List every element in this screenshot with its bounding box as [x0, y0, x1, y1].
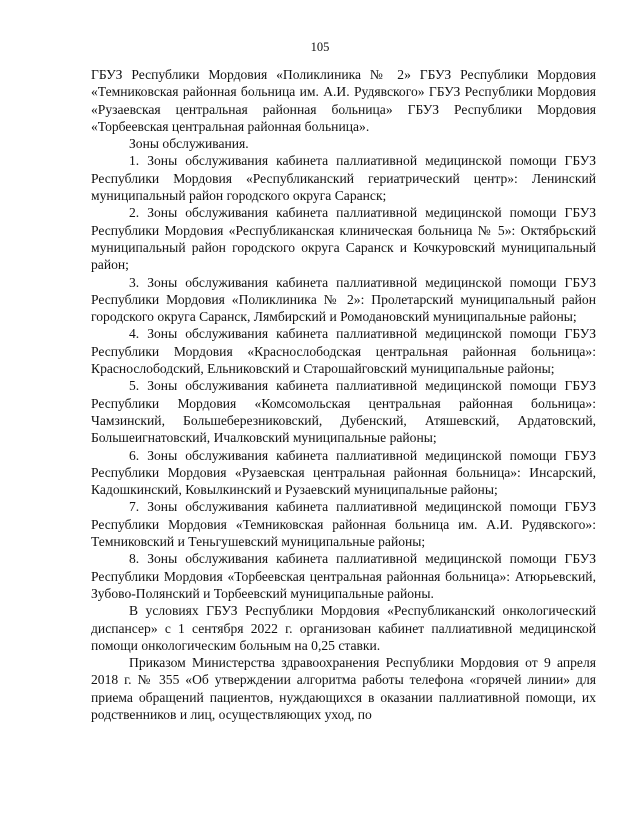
paragraph-ministry-order: Приказом Министерства здравоохранения Республики Мордовия от 9 апреля 2018 г. № 355 «Об утверждении алгоритма работы телефона «горячей линии» для приема обращений пациентов, нуждающихся в оказании паллиативной помощи, их родственников и лиц, осуществляющих уход, по: [91, 655, 596, 722]
paragraph-zone-8: 8. Зоны обслуживания кабинета паллиативной медицинской помощи ГБУЗ Республики Мордовия «Торбеевская центральная районная больница»: Атюрьевский, Зубово-Полянский и Торбеевский муниципальные районы.: [91, 551, 596, 601]
paragraph-service-zones-heading: Зоны обслуживания.: [129, 136, 249, 152]
page-number: 105: [310, 40, 330, 54]
paragraph-oncology-cabinet: В условиях ГБУЗ Республики Мордовия «Республиканский онкологический диспансер» с 1 сентября 2022 г. организован кабинет паллиативной медицинской помощи онкологическим больным на 0,25 ставки.: [91, 603, 596, 653]
paragraph-zone-3: 3. Зоны обслуживания кабинета паллиативной медицинской помощи ГБУЗ Республики Мордовия «Поликлиника № 2»: Пролетарский муниципальный район городского округа Саранск, Лямбирский и Ромодановский муниципальные районы;: [91, 274, 596, 325]
paragraph-zone-2: 2. Зоны обслуживания кабинета паллиативной медицинской помощи ГБУЗ Республики Мордовия «Республиканская клиническая больница № 5»: Октябрьский муниципальный район городского округа Саранск и Кочкуровский муниципальный район;: [91, 205, 596, 273]
paragraph-zone-6: 6. Зоны обслуживания кабинета паллиативной медицинской помощи ГБУЗ Республики Мордовия «Рузаевская центральная районная больница»: Инсарский, Кадошкинский, Ковылкинский и Рузаевский муниципальные районы;: [91, 447, 596, 498]
paragraph-zone-7: 7. Зоны обслуживания кабинета паллиативной медицинской помощи ГБУЗ Республики Мордовия «Темниковская районная больница им. А.И. Рудявского»: Темниковский и Теньгушевский муниципальные районы;: [91, 499, 596, 550]
paragraph-zone-5: 5. Зоны обслуживания кабинета паллиативной медицинской помощи ГБУЗ Республики Мордовия «Комсомольская центральная районная больница»: Чамзинский, Большеберезниковский, Дубенский, Атяшевский, Ардатовский, Большеигнатовский, Ичалковский муниципальные районы;: [91, 378, 596, 446]
paragraph-zone-4: 4. Зоны обслуживания кабинета паллиативной медицинской помощи ГБУЗ Республики Мордовия «Краснослободская центральная районная больница»: Краснослободский, Ельниковский и Старошайговский муниципальные районы;: [91, 326, 596, 377]
paragraph-institutions-list: ГБУЗ Республики Мордовия «Поликлиника № 2» ГБУЗ Республики Мордовия «Темниковская районная больница им. А.И. Рудявского» ГБУЗ Республики Мордовия «Рузаевская центральная районная больница» ГБУЗ Республики Мордовия «Торбеевская центральная районная больница».: [91, 67, 596, 134]
paragraph-zone-1: 1. Зоны обслуживания кабинета паллиативной медицинской помощи ГБУЗ Республики Мордовия «Республиканский гериатрический центр»: Ленинский муниципальный район городского округа Саранск;: [91, 153, 596, 204]
body-text: [91, 66, 596, 723]
